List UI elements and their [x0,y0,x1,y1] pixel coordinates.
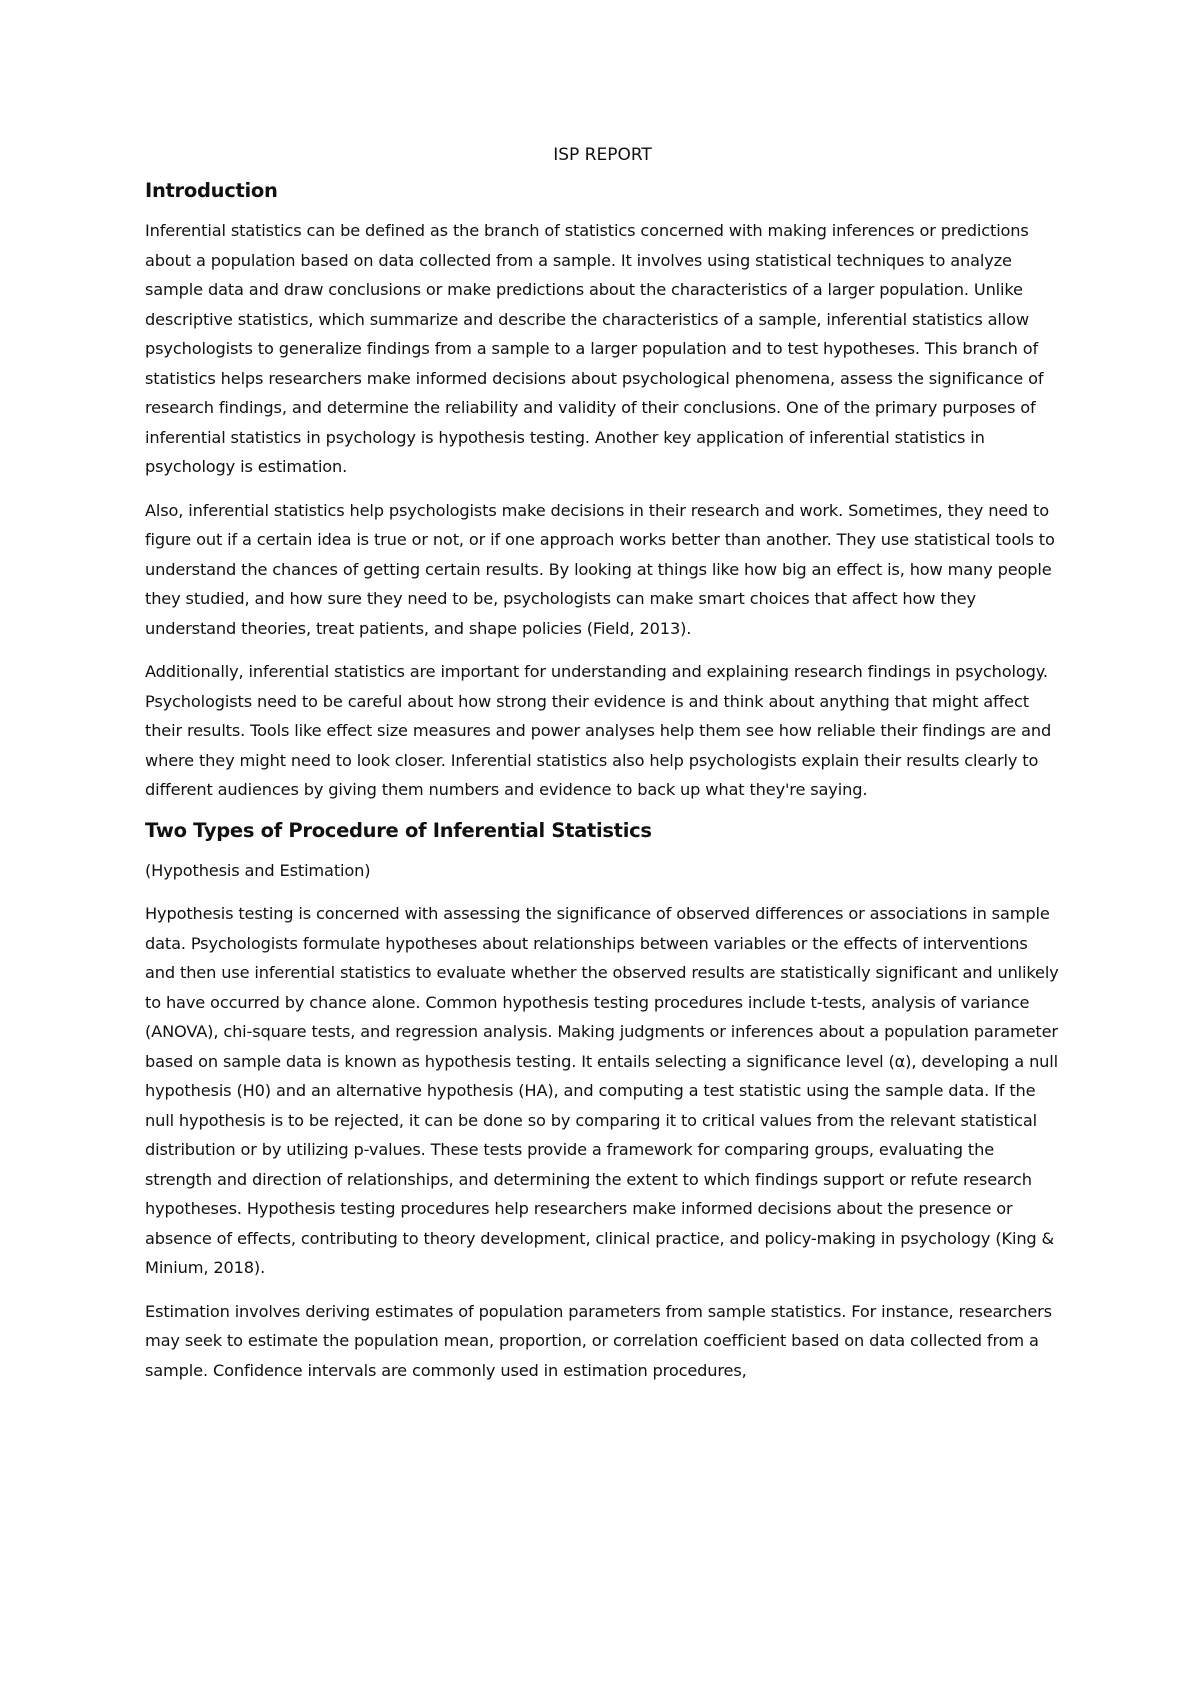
document-title: ISP REPORT [553,145,652,165]
paragraph: Estimation involves deriving estimates of population parameters from sample statistics. For instance, researchers may seek to estimate the population mean, proportion, or correlation coefficient based on data collected from a sample. Confidence intervals are commonly used in estimation procedures, [145,1301,1052,1380]
section-heading-introduction: Introduction [145,179,278,202]
paragraph: Also, inferential statistics help psychologists make decisions in their research and work. Sometimes, they need to figure out if a certain idea is true or not, or if one approach works better than another. They use statistical tools to understand the chances of getting certain results. By looking at things like how big an effect is, how many people they studied, and how sure they need to be, psychologists can make smart choices that affect how they understand theories, treat patients, and shape policies (Field, 2013). [145,500,1055,638]
paragraph: Additionally, inferential statistics are important for understanding and explaining research findings in psychology. Psychologists need to be careful about how strong their evidence is and think about anything that might affect their results. Tools like effect size measures and power analyses help them see how reliable their findings are and where they might need to look closer. Inferential statistics also help psychologists explain their results clearly to different audiences by giving them numbers and evidence to back up what they're saying. [145,662,1052,799]
section-subheading: (Hypothesis and Estimation) [145,860,371,880]
section-heading-procedures: Two Types of Procedure of Inferential Statistics [145,818,652,842]
paragraph: Hypothesis testing is concerned with assessing the significance of observed differences or associations in sample data. Psychologists formulate hypotheses about relationships between variables or the effects of interventions and then use inferential statistics to evaluate whether the observed results are statistically significant and unlikely to have occurred by chance alone. Common hypothesis testing procedures include t-tests, analysis of variance (ANOVA), chi-square tests, and regression analysis. Making judgments or inferences about a population parameter based on sample data is known as hypothesis testing. It entails selecting a significance level (α), developing a null hypothesis (H0) and an alternative hypothesis (HA), and computing a test statistic using the sample data. If the null hypothesis is to be rejected, it can be done so by comparing it to critical values from the relevant statistical distribution or by utilizing p-values. These tests provide a framework for comparing groups, evaluating the strength and direction of relationships, and determining the extent to which findings support or refute research hypotheses. Hypothesis testing procedures help researchers make informed decisions about the presence or absence of effects, contributing to theory development, clinical practice, and policy-making in psychology (King & Minium, 2018). [145,904,1059,1277]
document-page [145,145,1060,1399]
paragraph: Inferential statistics can be defined as the branch of statistics concerned with making inferences or predictions about a population based on data collected from a sample. It involves using statistical techniques to analyze sample data and draw conclusions or make predictions about the characteristics of a larger population. Unlike descriptive statistics, which summarize and describe the characteristics of a sample, inferential statistics allow psychologists to generalize findings from a sample to a larger population and to test hypotheses. This branch of statistics helps researchers make informed decisions about psychological phenomena, assess the significance of research findings, and determine the reliability and validity of their conclusions. One of the primary purposes of inferential statistics in psychology is hypothesis testing. Another key application of inferential statistics in psychology is estimation. [145,221,1044,476]
